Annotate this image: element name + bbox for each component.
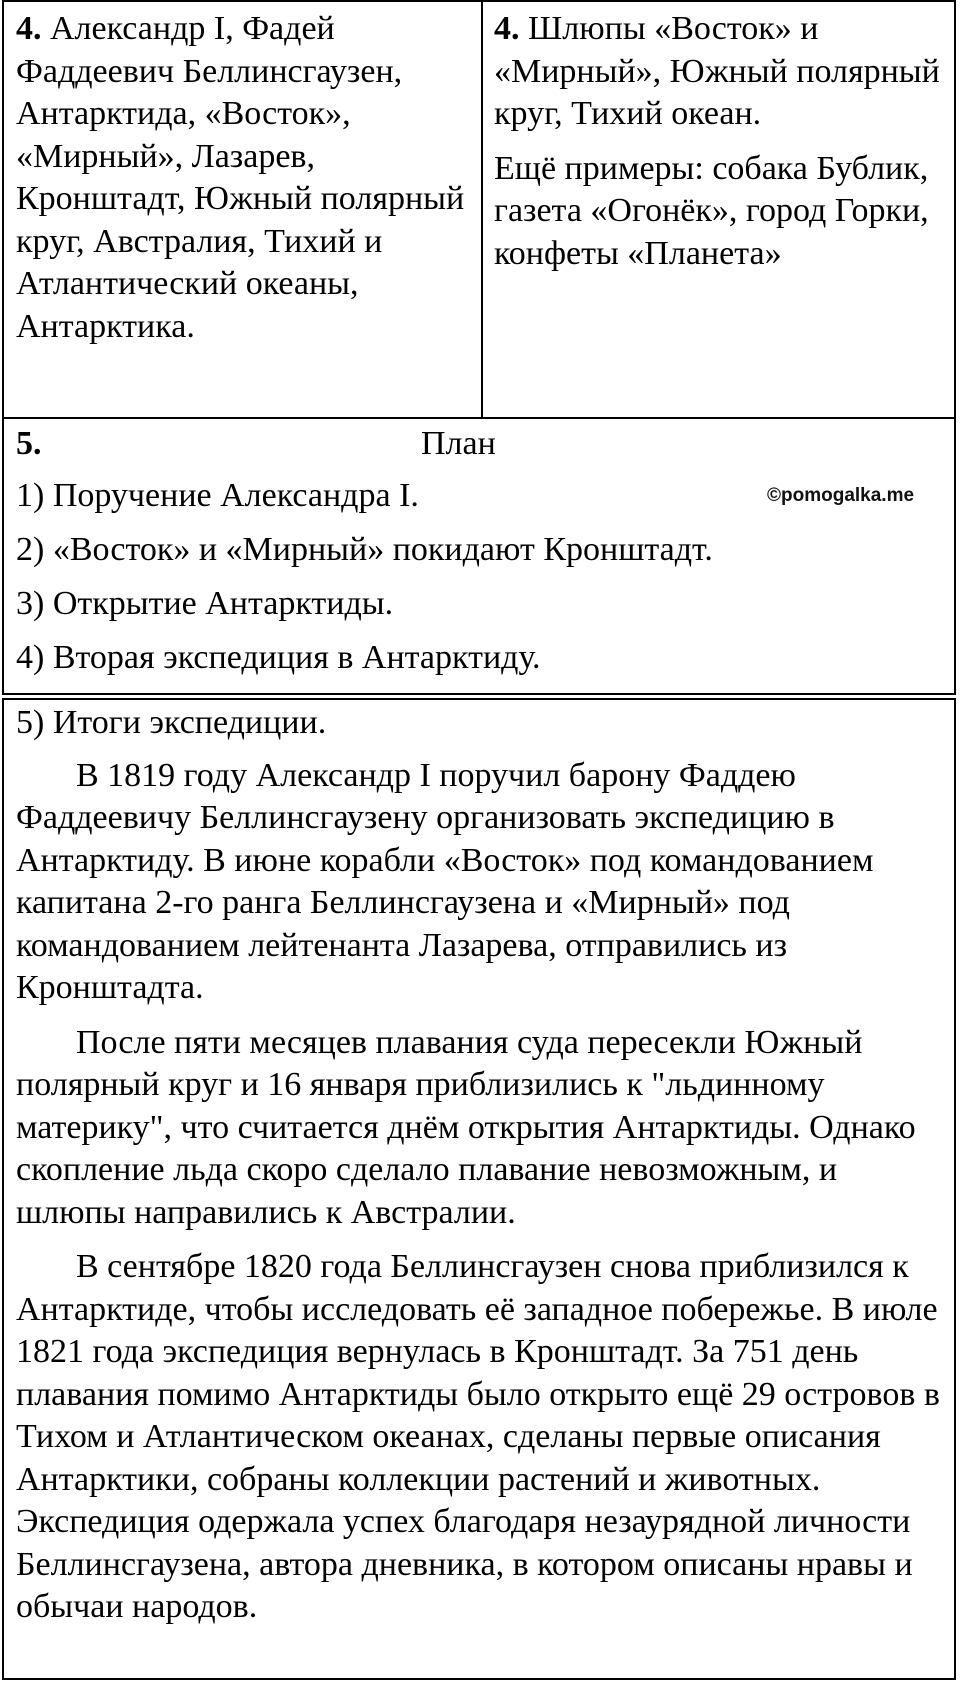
table-row-task-4	[4, 2, 954, 419]
watermark: ©pomogalka.me	[767, 485, 915, 506]
task-4-left-text	[16, 8, 471, 348]
essay-box	[2, 698, 956, 1680]
task-number: 5.	[16, 425, 42, 462]
essay-first-line: 5) Итоги экспедиции.	[16, 704, 327, 741]
essay-paragraph: В 1819 году Александр I поручил барону Фаддею Фаддеевичу Беллинсгаузену организовать экспедицию в Антарктиду. В июне корабли «Восток» под командованием капитана 2-го ранга Беллинсгаузена и «Мирный» под командованием лейтенанта Лазарева, отправились из Кронштадта.	[16, 756, 874, 1006]
plan-item: 4) Вторая экспедиция в Антарктиду.	[16, 639, 541, 676]
table-row-task-5	[4, 419, 954, 693]
plan-item: 2) «Восток» и «Мирный» покидают Кронштадт.	[16, 531, 713, 568]
task-4-right-body: Шлюпы «Восток» и «Мирный», Южный полярный круг, Тихий океан.	[494, 10, 940, 132]
task-number: 4.	[16, 10, 42, 47]
plan-item: 3) Открытие Антарктиды.	[16, 585, 394, 622]
task-4-right-text	[494, 8, 946, 136]
task-4-right-extra: Ещё примеры: собака Бублик, газета «Огонёк», город Горки, конфеты «Планета»	[494, 149, 929, 272]
plan-title: План	[421, 425, 496, 462]
plan-item: 1) Поручение Александра I.	[16, 477, 419, 514]
essay-paragraph: В сентябре 1820 года Беллинсгаузен снова приблизился к Антарктиде, чтобы исследовать её западное побережье. В июле 1821 года экспедиция вернулась в Кронштадт. За 751 день плавания помимо Антарктиды было открыто ещё 29 островов в Тихом и Атлантическом океанах, сделаны первые описания Антарктики, собраны коллекции растений и животных. Экспедиция одержала успех благодаря незаурядной личности Беллинсгаузена, автора дневника, в котором описаны нравы и обычаи народов.	[16, 1248, 940, 1625]
plan-header	[16, 419, 944, 469]
task-4-left-cell	[4, 2, 483, 417]
task-number: 4.	[494, 10, 520, 47]
answer-table	[2, 0, 956, 695]
task-4-right-cell	[483, 2, 954, 417]
essay-paragraph: После пяти месяцев плавания суда пересекли Южный полярный круг и 16 января приблизились к "льдинному материку", что считается днём открытия Антарктиды. Однако скопление льда скоро сделало плавание невозможным, и шлюпы направились к Австралии.	[16, 1023, 916, 1231]
task-4-left-body: Александр I, Фадей Фаддеевич Беллинсгаузен, Антарктида, «Восток», «Мирный», Лазарев, Кронштадт, Южный полярный круг, Австралия, Тихий и Атлантический океаны, Антарктика.	[16, 10, 465, 345]
